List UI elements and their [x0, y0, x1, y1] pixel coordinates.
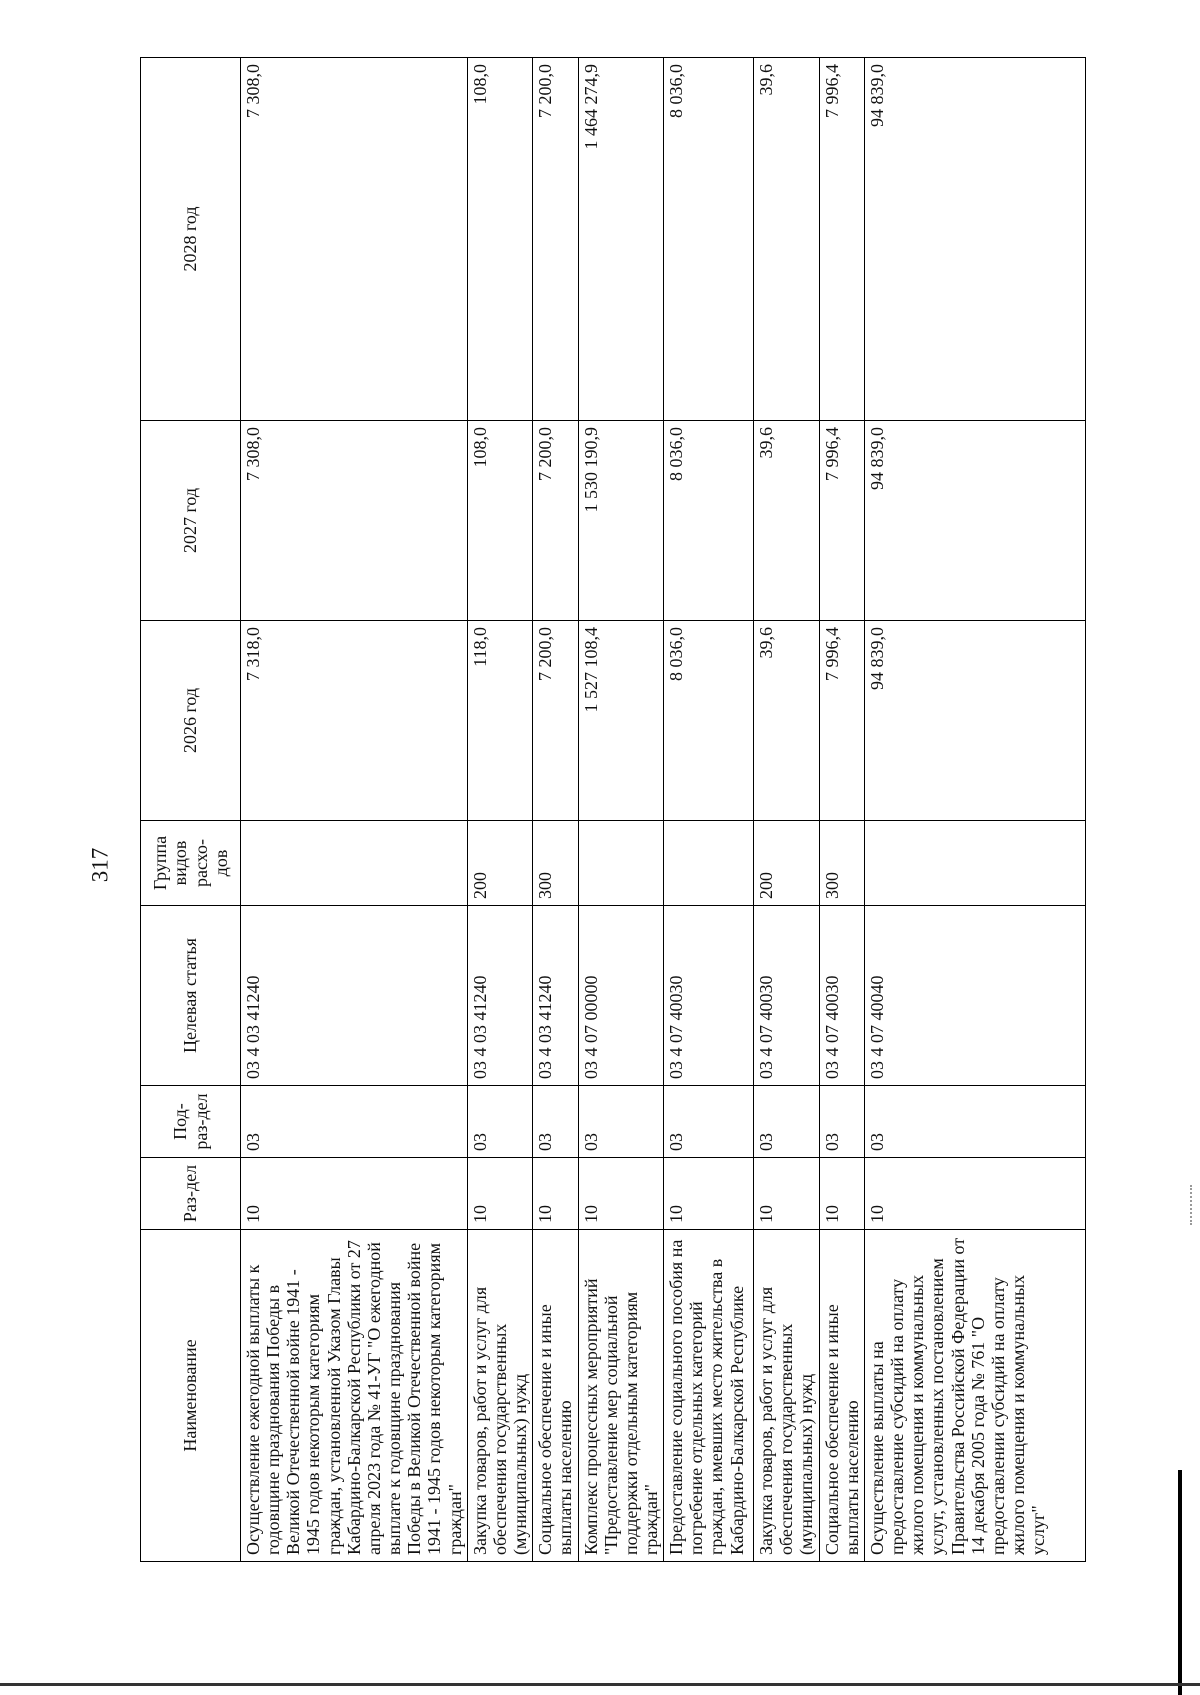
row-name: Закупка товаров, работ и услуг для обеспечения государственных (муниципальных) нужд [467, 1230, 532, 1562]
row-2026: 39,6 [754, 621, 819, 821]
row-2026: 1 527 108,4 [578, 621, 664, 821]
row-name: Предоставление социального пособия на погребение отдельных категорий граждан, имевших место жительства в Кабардино-Балкарской Республике [664, 1230, 754, 1562]
row-2027: 7 308,0 [241, 421, 468, 621]
header-2028: 2028 год [141, 58, 241, 421]
row-article: 03 4 03 41240 [467, 906, 532, 1086]
row-subsection: 03 [241, 1086, 468, 1158]
row-section: 10 [864, 1158, 1085, 1230]
row-name: Социальное обеспечение и иные выплаты населению [533, 1230, 578, 1562]
table-row [819, 58, 864, 1562]
row-article: 03 4 07 00000 [578, 906, 664, 1086]
row-section: 10 [467, 1158, 532, 1230]
row-2027: 7 996,4 [819, 421, 864, 621]
row-group [241, 821, 468, 906]
row-subsection: 03 [754, 1086, 819, 1158]
row-2028: 39,6 [754, 58, 819, 421]
page-number [85, 835, 115, 895]
row-group: 300 [819, 821, 864, 906]
table-row [241, 58, 468, 1562]
row-2027: 8 036,0 [664, 421, 754, 621]
row-name: Осуществление выплаты на предоставление субсидий на оплату жилого помещения и коммунальных услуг, установленных постановлением Правительства Российской Федерации от 14 декабря 2005 года № 761 "О предоставлении субсидий на оплату жилого помещения и коммунальных услуг" [864, 1230, 1085, 1562]
header-target-article: Целевая статья [141, 906, 241, 1086]
row-article: 03 4 07 40030 [664, 906, 754, 1086]
budget-table [140, 57, 1086, 1562]
row-2028: 7 996,4 [819, 58, 864, 421]
row-2027: 7 200,0 [533, 421, 578, 621]
header-2027: 2027 год [141, 421, 241, 621]
row-article: 03 4 07 40040 [864, 906, 1085, 1086]
scan-edge-line [1178, 1470, 1182, 1695]
row-name: Осуществление ежегодной выплаты к годовщине празднования Победы в Великой Отечественной войне 1941 - 1945 годов некоторым категориям граждан, установленной Указом Главы Кабардино-Балкарской Республики от 27 апреля 2023 года № 41-УГ "О ежегодной выплате к годовщине празднования Победы в Великой Отечественной войне 1941 - 1945 годов некоторым категориям граждан" [241, 1230, 468, 1562]
row-name: Закупка товаров, работ и услуг для обеспечения государственных (муниципальных) нужд [754, 1230, 819, 1562]
row-article: 03 4 07 40030 [754, 906, 819, 1086]
row-group [664, 821, 754, 906]
header-expense-group: Группа видов расхо-дов [141, 821, 241, 906]
row-2027: 39,6 [754, 421, 819, 621]
row-2026: 7 318,0 [241, 621, 468, 821]
row-article: 03 4 07 40030 [819, 906, 864, 1086]
scan-bottom-line [0, 1683, 1200, 1686]
budget-table-rotated [140, 58, 1049, 1562]
row-2027: 94 839,0 [864, 421, 1085, 621]
row-section: 10 [819, 1158, 864, 1230]
table-row [664, 58, 754, 1562]
row-2028: 7 200,0 [533, 58, 578, 421]
row-group: 300 [533, 821, 578, 906]
row-name: Социальное обеспечение и иные выплаты населению [819, 1230, 864, 1562]
row-section: 10 [533, 1158, 578, 1230]
row-section: 10 [754, 1158, 819, 1230]
row-group: 200 [754, 821, 819, 906]
table-row [578, 58, 664, 1562]
row-2028: 1 464 274,9 [578, 58, 664, 421]
row-2028: 8 036,0 [664, 58, 754, 421]
row-2027: 1 530 190,9 [578, 421, 664, 621]
row-2026: 7 996,4 [819, 621, 864, 821]
row-2026: 7 200,0 [533, 621, 578, 821]
row-2028: 94 839,0 [864, 58, 1085, 421]
row-article: 03 4 03 41240 [241, 906, 468, 1086]
row-article: 03 4 03 41240 [533, 906, 578, 1086]
header-subsection: Под-раз-дел [141, 1086, 241, 1158]
row-2026: 118,0 [467, 621, 532, 821]
table-row [533, 58, 578, 1562]
row-subsection: 03 [819, 1086, 864, 1158]
table-row [467, 58, 532, 1562]
row-section: 10 [664, 1158, 754, 1230]
row-2027: 108,0 [467, 421, 532, 621]
row-2028: 108,0 [467, 58, 532, 421]
row-group [578, 821, 664, 906]
row-section: 10 [241, 1158, 468, 1230]
header-2026: 2026 год [141, 621, 241, 821]
row-group: 200 [467, 821, 532, 906]
row-2028: 7 308,0 [241, 58, 468, 421]
row-2026: 94 839,0 [864, 621, 1085, 821]
row-name: Комплекс процессных мероприятий "Предоставление мер социальной поддержки отдельным категориям граждан" [578, 1230, 664, 1562]
row-section: 10 [578, 1158, 664, 1230]
row-subsection: 03 [864, 1086, 1085, 1158]
row-2026: 8 036,0 [664, 621, 754, 821]
table-header-row [141, 58, 241, 1562]
table-row [864, 58, 1085, 1562]
row-subsection: 03 [467, 1086, 532, 1158]
row-group [864, 821, 1085, 906]
row-subsection: 03 [578, 1086, 664, 1158]
row-subsection: 03 [664, 1086, 754, 1158]
header-name: Наименование [141, 1230, 241, 1562]
page-number-text: 317 [87, 847, 112, 883]
scan-dash-mark [1190, 1185, 1194, 1225]
row-subsection: 03 [533, 1086, 578, 1158]
header-section: Раз-дел [141, 1158, 241, 1230]
budget-table-frame [140, 58, 1049, 1562]
table-row [754, 58, 819, 1562]
